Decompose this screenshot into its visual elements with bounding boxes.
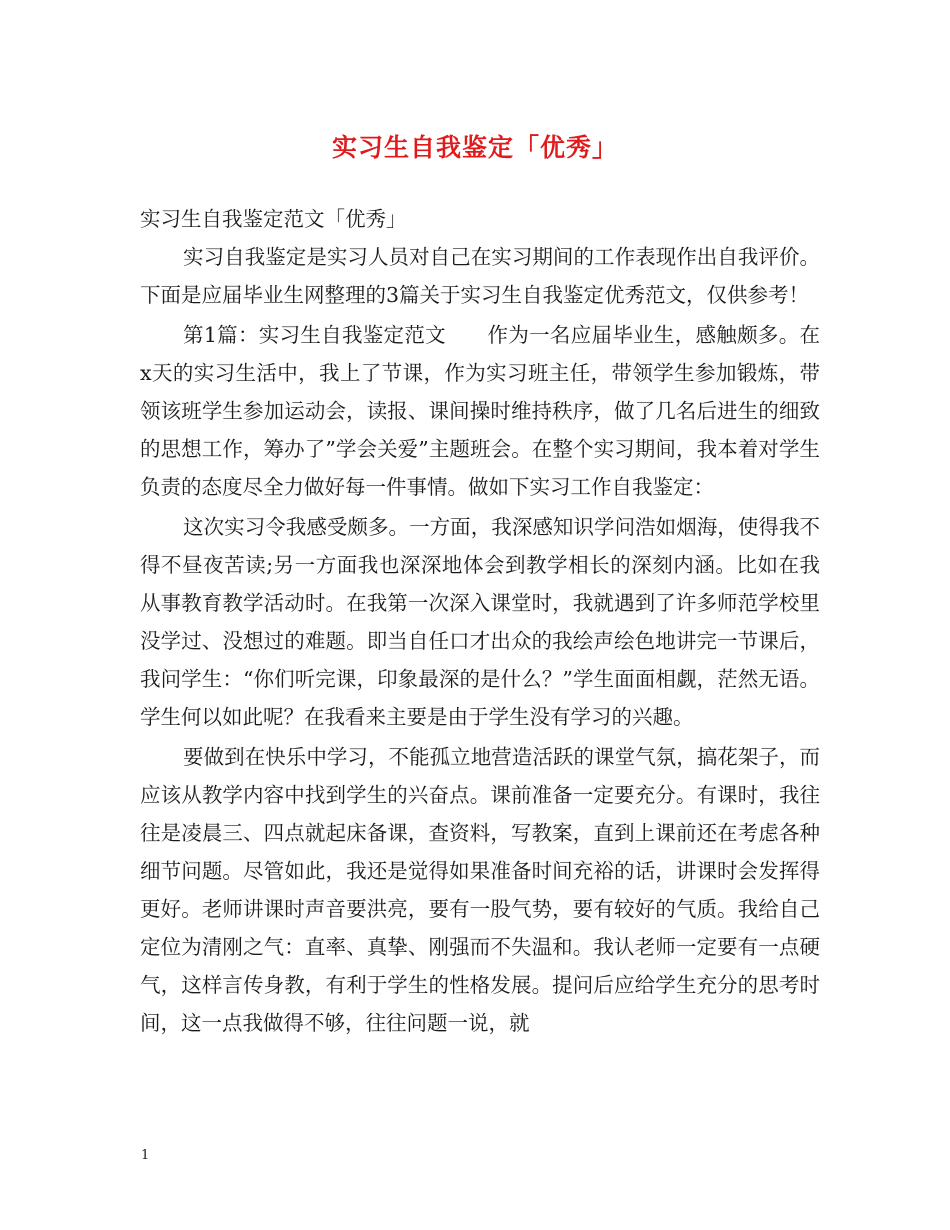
page-number: 1 [141, 1148, 150, 1163]
paragraph-reflection: 这次实习令我感受颇多。一方面，我深感知识学问浩如烟海，使得我不得不昼夜苦读;另一方面我也深深地体会到教学相长的深刻内涵。比如在我从事教育教学活动时。在我第一次深入课堂时，我就遇到了许多师范学校里没学过、没想过的难题。即当自任口才出众的我绘声绘色地讲完一节课后，我问学生：“你们听完课，印象最深的是什么？”学生面面相觑，茫然无语。学生何以如此呢？在我看来主要是由于学生没有学习的兴趣。 [140, 515, 820, 729]
document-title: 实习生自我鉴定「优秀」 [331, 133, 618, 162]
paragraph-teaching: 要做到在快乐中学习，不能孤立地营造活跃的课堂气氛，搞花架子，而应该从教学内容中找到学生的兴奋点。课前准备一定要充分。有课时，我往往是凌晨三、四点就起床备课，查资料，写教案，直到上课前还在考虑各种细节问题。尽管如此，我还是觉得如果准备时间充裕的话，讲课时会发挥得更好。老师讲课时声音要洪亮，要有一股气势，要有较好的气质。我给自己定位为清刚之气：直率、真挚、刚强而不失温和。我认老师一定要有一点硬气，这样言传身教，有利于学生的性格发展。提问后应给学生充分的思考时间，这一点我做得不够，往往问题一说，就 [140, 745, 820, 1035]
document-body [140, 200, 820, 1044]
paragraph-part-1: 第1篇：实习生自我鉴定范文 作为一名应届毕业生，感触颇多。在x天的实习生活中，我上了节课，作为实习班主任，带领学生参加锻炼，带领该班学生参加运动会，读报、课间操时维持秩序，做了几名后进生的细致的思想工作，筹办了”学会关爱”主题班会。在整个实习期间，我本着对学生负责的态度尽全力做好每一件事情。做如下实习工作自我鉴定： [140, 323, 820, 499]
paragraph-intro: 实习自我鉴定是实习人员对自己在实习期间的工作表现作出自我评价。下面是应届毕业生网整理的3篇关于实习生自我鉴定优秀范文，仅供参考！ [140, 245, 820, 307]
document-subtitle: 实习生自我鉴定范文「优秀」 [140, 207, 407, 231]
